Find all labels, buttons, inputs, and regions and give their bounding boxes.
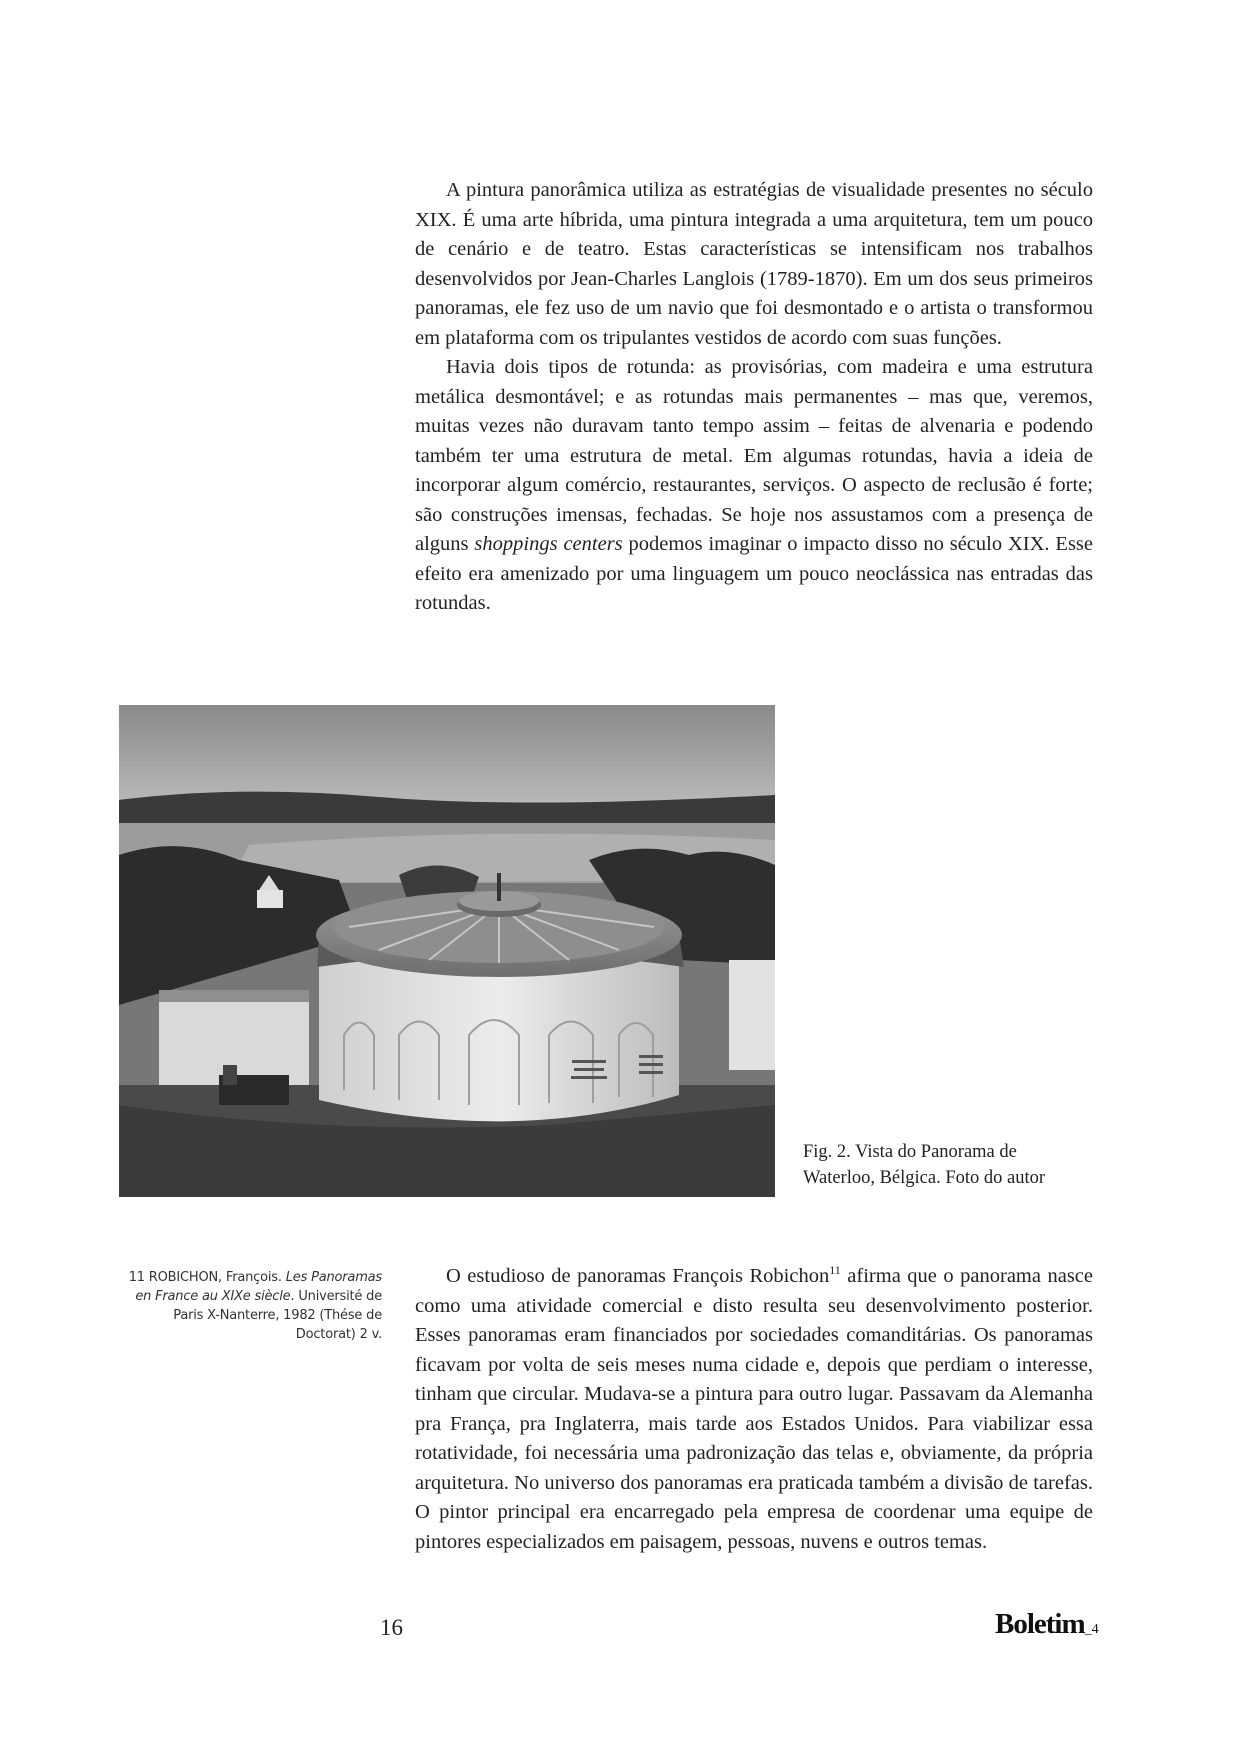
figure-photo-waterloo-panorama [119,705,775,1197]
paragraph-1: A pintura panorâmica utiliza as estratégias de visualidade presentes no século XIX. É uma arte híbrida, uma pintura integrada a uma arquitetura, tem um pouco de cenário e de teatro. Estas características se intensificam nos trabalhos desenvolvidos por Jean-Charles Langlois (1789-1870). Em um dos seus primeiros panoramas, ele fez uso de um navio que foi desmontado e o artista o transformou em plataforma com os tripulantes vestidos de acordo com suas funções. [415,179,1093,349]
journal-issue: _4 [1084,1622,1099,1637]
page-number: 16 [380,1615,403,1640]
photo-illustration [119,705,775,1197]
journal-name: Boletim [995,1608,1085,1640]
footnote-text-b: . Université de Paris X-Nanterre, 1982 (Thése de Doctorat) 2 v. [173,1289,382,1342]
paragraph-3-text-a: O estudioso de panoramas François Robichon [446,1265,830,1287]
paragraph-2-italic: shoppings centers [474,533,623,555]
paragraph-2-text-a: Havia dois tipos de rotunda: as provisórias, com madeira e uma estrutura metálica desmontável; e as rotundas mais permanentes – mas que, veremos, muitas vezes não duravam tanto tempo assim – feitas de alvenaria e podendo também ter uma estrutura de metal. Em algumas rotundas, havia a ideia de incorporar algum comércio, restaurantes, serviços. O aspecto de reclusão é forte; são construções imensas, fechadas. Se hoje nos assustamos com a presença de alguns [415,356,1093,555]
body-text-block-1 [415,176,1093,619]
paragraph-2 [415,353,1093,619]
journal-logo [995,1608,1099,1641]
footnote-italic-title: Les Panoramas en France au XIXe siècle [135,1270,382,1304]
paragraph-3-text-b: afirma que o panorama nasce como uma atividade comercial e disto resulta seu desenvolvimento posterior. Esses panoramas eram financiados por sociedades comanditárias. Os panoramas ficavam por volta de seis meses numa cidade e, depois que perdiam o interesse, tinham que circular. Mudava-se a pintura para outro lugar. Passavam da Alemanha pra França, pra Inglaterra, mais tarde aos Estados Unidos. Para viabilizar essa rotatividade, foi necessária uma padronização das telas e, obviamente, da própria arquitetura. No universo dos panoramas era praticada também a divisão de tarefas. O pintor principal era encarregado pela empresa de coordenar uma equipe de pintores especializados em paisagem, pessoas, nuvens e outros temas. [415,1265,1093,1553]
footnote-reference-11[interactable]: 11 [829,1263,841,1278]
paragraph-3 [415,1262,1093,1557]
figure-caption: Fig. 2. Vista do Panorama de Waterloo, Bélgica. Foto do autor [803,1142,1046,1188]
paragraph-2-text-b: podemos imaginar o impacto disso no século XIX. Esse efeito era amenizado por uma linguagem um pouco neoclássica nas entradas das rotundas. [415,533,1094,614]
footnote-text-a: 11 ROBICHON, François. [128,1270,286,1285]
body-text-block-3 [415,1262,1093,1557]
footnote-11 [120,1268,382,1344]
